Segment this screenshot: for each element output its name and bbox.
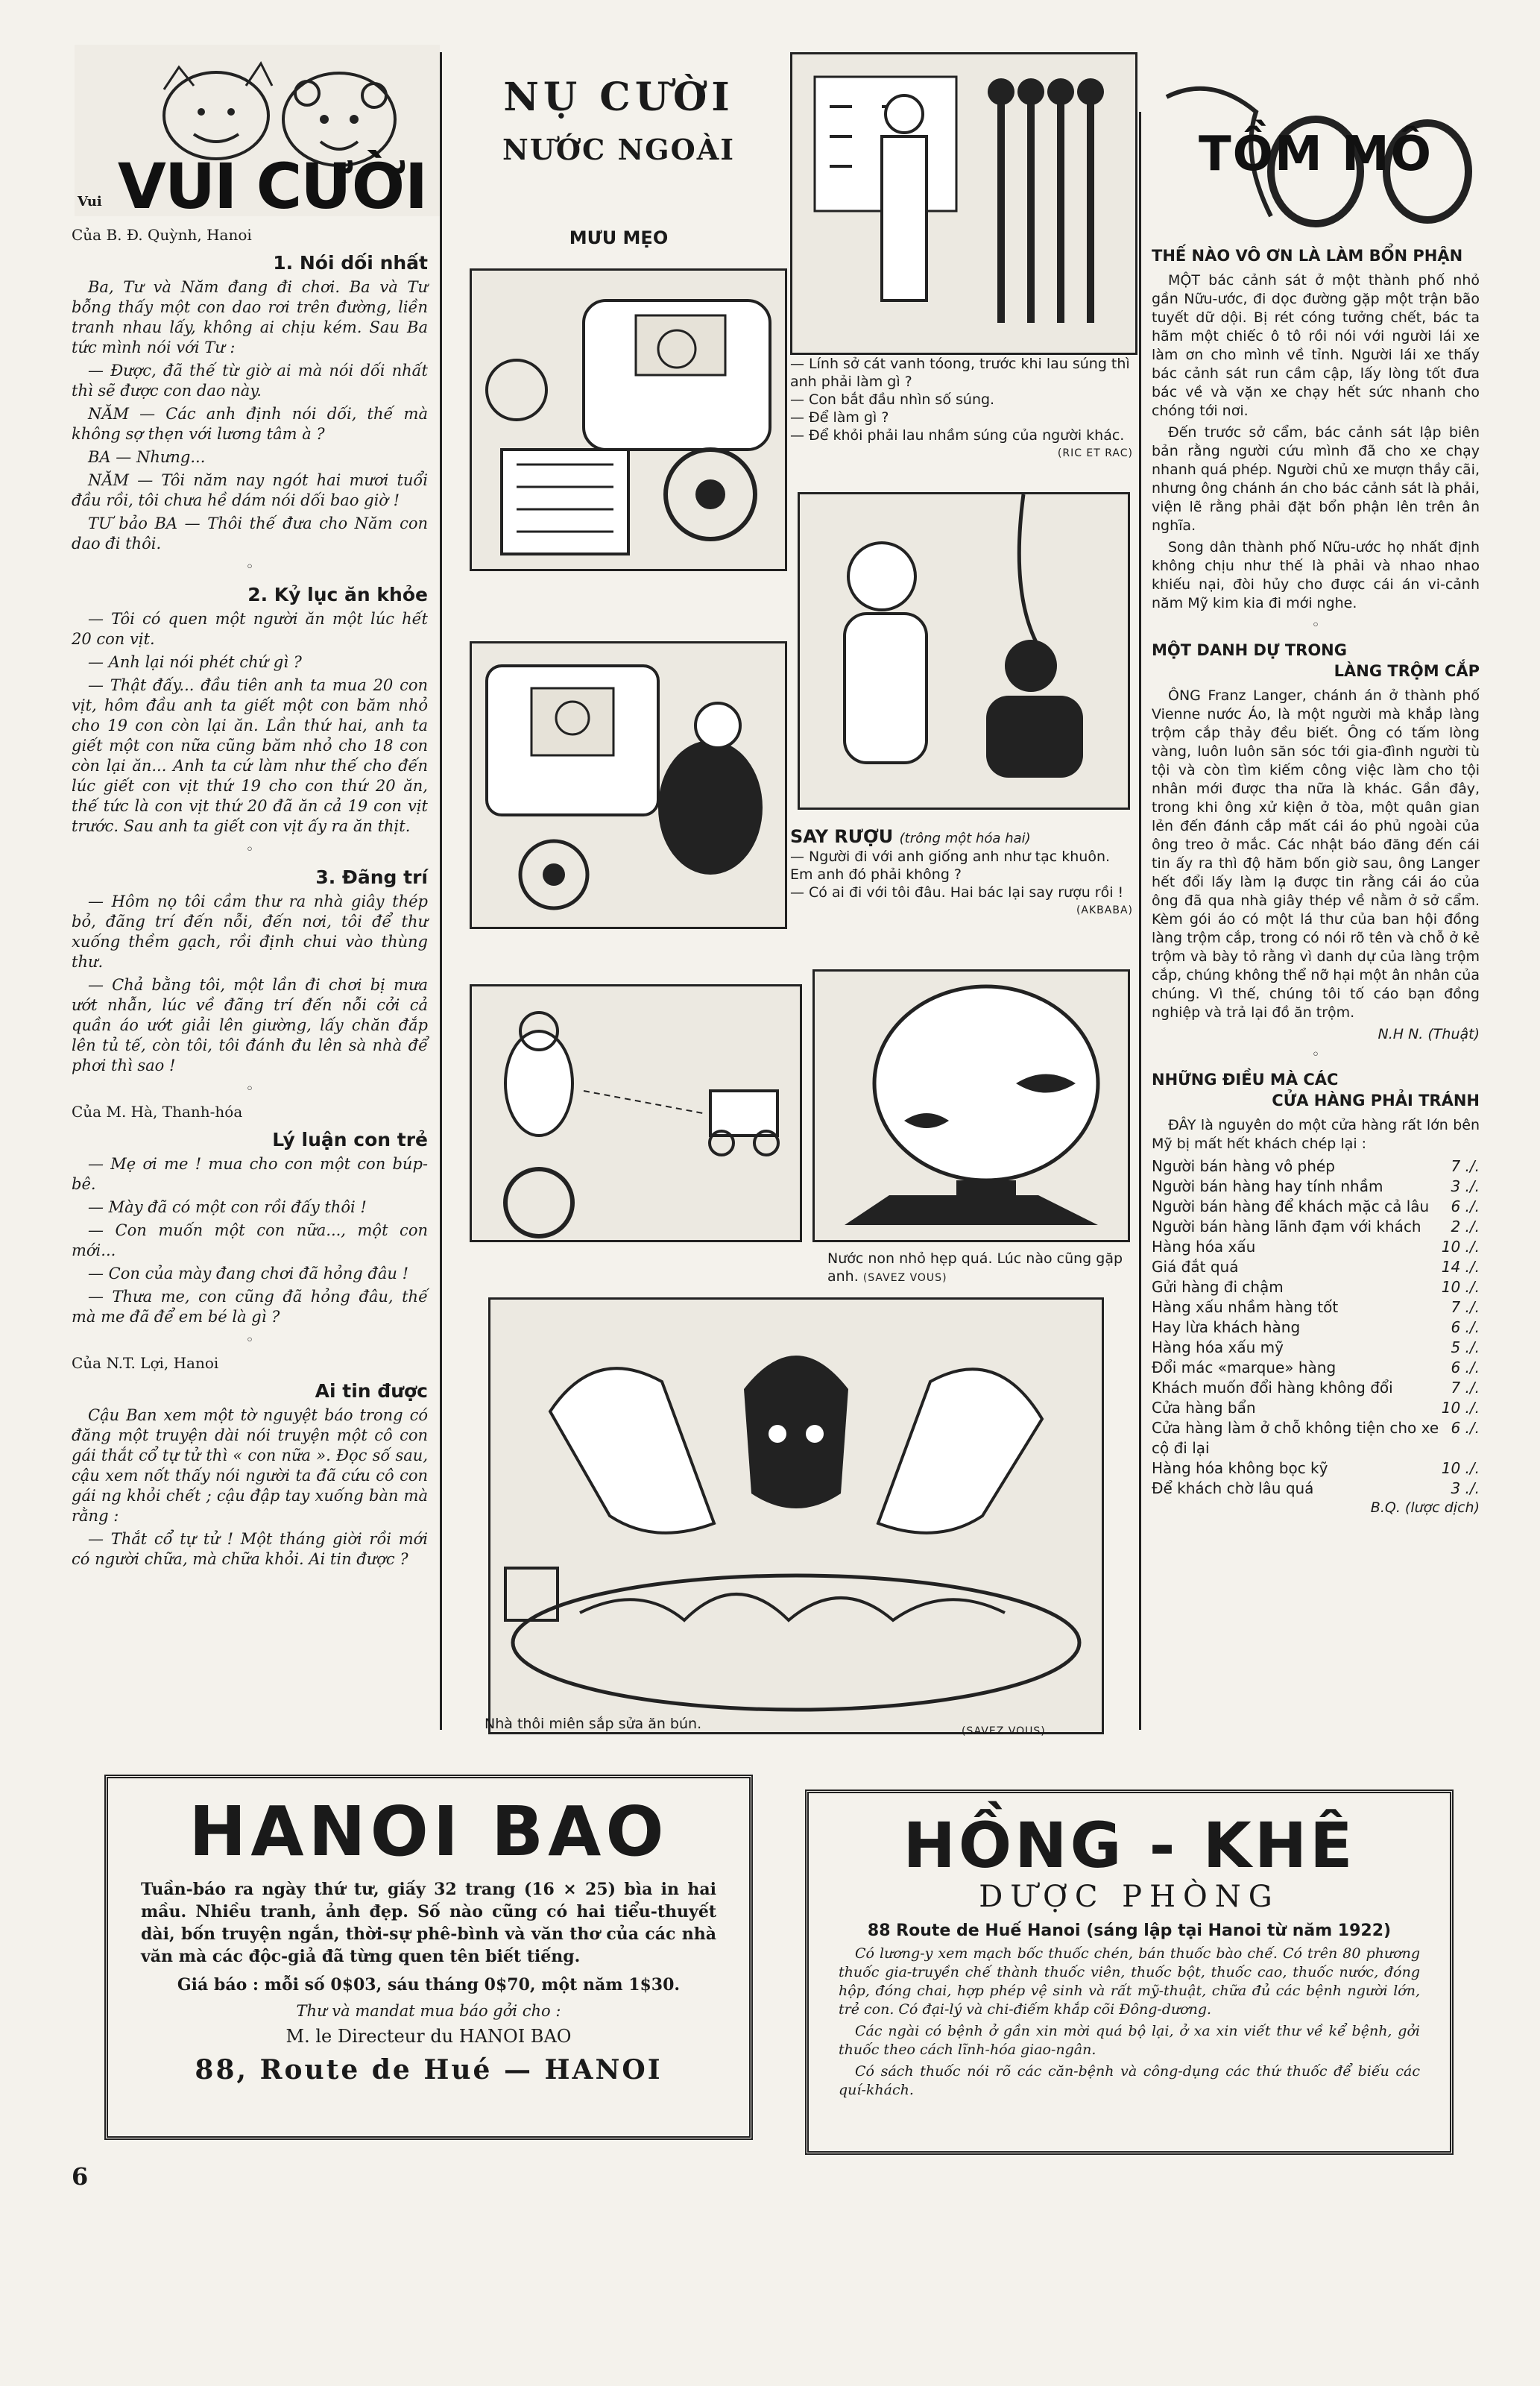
drunk-caption	[790, 828, 1133, 919]
reason-row	[1152, 1197, 1480, 1217]
reason-item: Giá đắt quá	[1152, 1258, 1239, 1276]
drunk-title: SAY RƯỢU	[790, 826, 894, 847]
ad-recipient: M. le Directeur du HANOI BAO	[285, 2026, 572, 2047]
caption-line: — Người đi với anh giống anh như tạc khuôn. Em anh đó phải không ?	[790, 849, 1111, 883]
ad-mail-note: Thư và mandat mua báo gởi cho :	[296, 2002, 561, 2020]
separator-ornament: ◦	[245, 1332, 254, 1348]
reason-item: Người bán hàng hay tính nhầm	[1152, 1177, 1383, 1195]
reason-percent: 10 ./.	[1441, 1459, 1480, 1477]
caption-source: (RIC ET RAC)	[1057, 447, 1133, 459]
caption-line: — Để làm gì ?	[790, 409, 889, 426]
article-title: NHỮNG ĐIỀU MÀ CÁC	[1152, 1071, 1339, 1089]
ad-address: 88 Route de Huế Hanoi (sáng lập tại Hanoi từ năm 1922)	[867, 1921, 1392, 1940]
reason-row	[1152, 1378, 1480, 1398]
reason-percent: 6 ./.	[1451, 1419, 1480, 1437]
paragraph: ÔNG Franz Langer, chánh án ở thành phố Vienne nước Áo, là một người mà khắp làng trộm cắp thảy đều biết. Ông có tấm lòng vàng, luôn luôn săn sóc tới gia-đình người tù tội và còn tìm kiếm công việc làm cho tội nhân mới được tha nữa là khác. Gần đây, trong khi ông xử kiện ở tòa, một quân gian lẻn đến đánh cắp mất cái áo phủ ngoài của ông treo ở mắc. Các nhật báo đăng đến cái tin ấy ra thì độ hăm bốn giờ sau, ông Langer hết đổi lấy làm lạ được tin rằng cái áo của ông đã qua nhà giây thép về nằm ở sở cẩm. Kèm gói áo có một lá thư của ban hội đồng làng trộm cắp, trong có nói rõ tên và chỗ ở kẻ trộm và bày tỏ rằng vì danh dự của làng trộm cắp, chúng không thể nỡ hại một ân nhân của chúng. Vì thế, chúng tôi tố cáo bạn đồng nghiệp và trả lại đồ ăn trộm.	[1152, 687, 1480, 1021]
reason-item: Người bán hàng lãnh đạm với khách	[1152, 1218, 1421, 1236]
reason-item: Hàng xấu nhầm hàng tốt	[1152, 1298, 1339, 1316]
ad-body: Tuần-báo ra ngày thứ tư, giấy 32 trang (16 × 25) bìa in hai mầu. Nhiều tranh, ảnh đẹp. Số nào cũng có hai tiểu-thuyết dài, bốn truyện ngắn, thời-sự phê-bình và văn thơ của các nhà văn mà các độc-giả đã từng quen tên biết tiếng.	[141, 1880, 716, 1966]
reason-item: Để khách chờ lâu quá	[1152, 1479, 1314, 1497]
section-title: 1. Nói dối nhất	[273, 252, 428, 274]
reason-row	[1152, 1177, 1480, 1197]
reason-item: Cửa hàng bẩn	[1152, 1399, 1256, 1417]
separator-ornament: ◦	[1311, 617, 1320, 633]
reason-item: Cửa hàng làm ở chỗ không tiện cho xe cộ đi lại	[1152, 1419, 1439, 1457]
fishbowl-caption	[827, 1250, 1126, 1287]
cartoon-fishbowl	[812, 969, 1130, 1242]
ad-paragraph: Có sách thuốc nói rõ các căn-bệnh và công-dụng các thứ thuốc để biếu các quí-khách.	[839, 2063, 1420, 2098]
ad-price: Giá báo : mỗi số 0$03, sáu tháng 0$70, một năm 1$30.	[177, 1975, 681, 1995]
paragraph: — Con muốn một con nữa..., một con mới...	[72, 1221, 428, 1259]
hypnotist-source: (SAVEZ VOUS)	[962, 1725, 1046, 1737]
paragraph: — Con của mày đang chơi đã hỏng đâu !	[88, 1265, 409, 1282]
reason-item: Hàng hóa không bọc kỹ	[1152, 1459, 1328, 1477]
cartoon-drunk	[798, 492, 1130, 810]
reason-percent: 3 ./.	[1451, 1479, 1480, 1497]
paragraph: Ba, Tư và Năm đang đi chơi. Ba và Tư bỗng thấy một con dao rơi trên đường, liền tranh nhau lấy, không ai chịu kém. Sau Ba tức mình nói với Tư :	[72, 278, 428, 356]
caption-source: (SAVEZ VOUS)	[862, 1272, 947, 1284]
paragraph: TƯ bảo BA — Thôi thế đưa cho Năm con dao đi thôi.	[72, 514, 428, 553]
reason-item: Người bán hàng vô phép	[1152, 1157, 1335, 1175]
paragraph: — Mẹ ơi me ! mua cho con một con búp-bê.	[72, 1155, 428, 1193]
paragraph: — Hôm nọ tôi cầm thư ra nhà giây thép bỏ, đãng trí đến nỗi, đến nơi, tôi để thư xuống thềm gạch, rồi định chui vào thùng thư.	[72, 893, 428, 971]
soldiers-caption	[790, 355, 1133, 462]
reason-row	[1152, 1358, 1480, 1378]
section-title: Lý luận con trẻ	[272, 1129, 428, 1150]
paragraph: Song dân thành phố Nữu-ước họ nhất định không chịu như thế là phải và nhao nhao khiếu nại, đòi hủy cho được cái án vi-cảnh năm Mỹ kim kia đi mới nghe.	[1152, 539, 1480, 611]
cartoon-car-mechanic	[470, 641, 787, 929]
paragraph: NĂM — Tôi năm nay ngót hai mươi tuổi đầu rồi, tôi chưa hề dám nói dối bao giờ !	[72, 471, 428, 509]
section-title: 3. Đãng trí	[315, 866, 428, 888]
reason-percent: 7 ./.	[1451, 1379, 1480, 1397]
reason-row	[1152, 1318, 1480, 1338]
tom-mo-title: TỒM MÔ	[1198, 127, 1433, 182]
reason-percent: 7 ./.	[1451, 1157, 1480, 1175]
paragraph: — Mày đã có một con rồi đấy thôi !	[88, 1198, 367, 1216]
reason-percent: 6 ./.	[1451, 1197, 1480, 1215]
article-title: MỘT DANH DỰ TRONG	[1152, 641, 1347, 659]
paragraph: NĂM — Các anh định nói dối, thế mà không sợ thẹn với lương tâm à ?	[72, 405, 428, 443]
separator-ornament: ◦	[245, 559, 254, 575]
hypnotist-caption: Nhà thôi miên sắp sửa ăn bún.	[485, 1716, 702, 1732]
reason-row	[1152, 1479, 1480, 1499]
reason-item: Gửi hàng đi chậm	[1152, 1278, 1284, 1296]
reason-item: Hay lừa khách hàng	[1152, 1318, 1301, 1336]
caption-line: — Lính sở cát vanh tóong, trước khi lau súng thì anh phải làm gì ?	[790, 356, 1130, 390]
article-signature: B.Q. (lược dịch)	[1370, 1499, 1480, 1516]
reason-percent: 14 ./.	[1441, 1258, 1480, 1276]
nu-cuoi-title: NỤ CƯỜI	[503, 75, 734, 120]
vui-cuoi-masthead	[75, 45, 440, 223]
reason-percent: 3 ./.	[1451, 1177, 1480, 1195]
caption-line: — Có ai đi với tôi đâu. Hai bác lại say rượu rồi !	[790, 884, 1124, 901]
byline: Của B. Đ. Quỳnh, Hanoi	[72, 226, 252, 244]
paragraph: — Chả bằng tôi, một lần đi chơi bị mưa ướt nhẫn, lúc về đãng trí đến nỗi cởi cả quần áo ướt giải lên giường, lấy chăn đắp lên tủ tế, còn tôi, tôi đánh đu lên sà nhà để phơi thì sao !	[72, 976, 428, 1074]
reason-item: Đổi mác «marque» hàng	[1152, 1359, 1337, 1376]
separator-ornament: ◦	[1311, 1047, 1320, 1063]
reason-row	[1152, 1458, 1480, 1479]
reason-percent: 6 ./.	[1451, 1359, 1480, 1376]
reason-row	[1152, 1257, 1480, 1277]
paragraph: Đến trước sở cẩm, bác cảnh sát lập biên bản rằng người cứu mình đã cho xe chạy nhanh quá phép. Người chủ xe mượn thầy cãi, nhưng ông chánh án cho bác cảnh sát là phải, viện lẽ rằng phải đặt bổn phận lên trên ân nghĩa.	[1152, 424, 1480, 534]
cartoon-hypnotist	[488, 1297, 1104, 1734]
article-signature: N.H N. (Thuật)	[1378, 1026, 1480, 1042]
byline: Của N.T. Lợi, Hanoi	[72, 1354, 219, 1372]
reason-percent: 2 ./.	[1451, 1218, 1480, 1236]
masthead-title: VUI CƯỜI	[117, 150, 427, 223]
ad-hanoi-bao	[104, 1775, 753, 2140]
ad-title: HỒNG - KHÊ	[903, 1809, 1356, 1882]
paragraph: — Tôi có quen một người ăn một lúc hết 20 con vịt.	[72, 610, 428, 648]
reason-percent: 10 ./.	[1441, 1238, 1480, 1256]
page-number: 6	[72, 2162, 89, 2191]
byline: Của M. Hà, Thanh-hóa	[72, 1103, 243, 1121]
reasons-list	[1152, 1156, 1480, 1499]
reason-row	[1152, 1156, 1480, 1177]
column-divider	[1139, 112, 1141, 1730]
tom-mo-masthead	[1152, 67, 1480, 231]
column-tom-mo	[1152, 240, 1480, 1517]
caption-line: — Để khỏi phải lau nhầm súng của người khác.	[790, 427, 1125, 444]
reason-percent: 6 ./.	[1451, 1318, 1480, 1336]
cartoon-car-window	[470, 268, 787, 571]
reason-item: Hàng hóa xấu	[1152, 1238, 1256, 1256]
ad-hong-khe	[805, 1790, 1454, 2155]
masthead-small: Vui	[78, 194, 102, 210]
reason-item: Người bán hàng để khách mặc cả lâu	[1152, 1197, 1430, 1215]
reason-percent: 10 ./.	[1441, 1399, 1480, 1417]
reason-percent: 10 ./.	[1441, 1278, 1480, 1296]
reason-row	[1152, 1418, 1480, 1458]
separator-ornament: ◦	[245, 842, 254, 857]
drunk-note: (trông một hóa hai)	[899, 831, 1031, 846]
paragraph: — Thắt cổ tự tử ! Một tháng giời rồi mới có người chữa, mà chữa khỏi. Ai tin được ?	[72, 1530, 428, 1568]
paragraph: MỘT bác cảnh sát ở một thành phố nhỏ gần Nữu-ước, đi dọc đường gặp một trận bão tuyết dữ dội. Bị rét cóng tưởng chết, bác ta hãm một chiếc ô tô rồi nói với người lái xe làm ơn cho mình về tỉnh. Người lái xe thấy bác cảnh sát run cầm cập, lấy lòng tốt đưa bác về và vặn xe chạy hết sức nhanh cho chóng tới nơi.	[1152, 272, 1480, 419]
caption-line: — Con bắt đầu nhìn số súng.	[790, 391, 995, 408]
paragraph: — Được, đã thế từ giờ ai mà nói dối nhất thì sẽ được con dao này.	[72, 362, 428, 400]
paragraph: BA — Nhưng...	[88, 448, 206, 466]
reason-row	[1152, 1398, 1480, 1418]
article-title-2: LÀNG TRỘM CẮP	[1334, 662, 1480, 680]
reason-item: Khách muốn đổi hàng không đổi	[1152, 1379, 1393, 1397]
reason-row	[1152, 1217, 1480, 1237]
ad-title: HANOI BAO	[189, 1792, 669, 1872]
cartoon-soldiers	[790, 52, 1137, 355]
nu-cuoi-subtitle: NƯỚC NGOÀI	[502, 133, 735, 166]
reason-row	[1152, 1237, 1480, 1257]
paragraph: — Thật đấy... đầu tiên anh ta mua 20 con vịt, hôm đầu anh ta giết một con băm nhỏ cho 19 con còn lại ăn. Lần thứ hai, anh ta giết một con nữa cũng băm nhỏ cho 18 con còn lại ăn... Anh ta cứ làm như thế cho đến lúc giết con vịt thứ 19 cho con thứ 20 ăn, thế tức là con vịt thứ 20 đã ăn cả 19 con vịt trước. Sau anh ta giết con vịt ấy ra ăn thịt.	[72, 676, 428, 835]
reason-row	[1152, 1277, 1480, 1297]
separator-ornament: ◦	[245, 1081, 254, 1097]
paragraph: — Anh lại nói phét chứ gì ?	[88, 653, 302, 671]
ad-subtitle: DƯỢC PHÒNG	[979, 1880, 1280, 1914]
column-divider	[440, 52, 442, 1730]
paragraph: ĐÂY là nguyên do một cửa hàng rất lớn bên Mỹ bị mất hết khách chép lại :	[1152, 1117, 1480, 1152]
reason-row	[1152, 1338, 1480, 1358]
muu-meo-heading: MƯU MẸO	[569, 227, 669, 248]
paragraph: — Thưa me, con cũng đã hỏng đâu, thế mà me đã để em bé là gì ?	[72, 1288, 428, 1326]
caption-source: (AKBABA)	[1076, 904, 1133, 916]
paragraph: Cậu Ban xem một tờ nguyệt báo trong có đăng một truyện dài nói truyện một cô con gái thắt cổ tự tử thì « con nữa ». Đọc số sau, cậu xem nốt thấy nói người ta đã cứu cô con gái ng khỏi chết ; cậu đập tay xuống bàn mà rằng :	[72, 1406, 428, 1525]
ad-address: 88, Route de Hué — HANOI	[195, 2054, 663, 2086]
caption-line: Nước non nhỏ hẹp quá. Lúc nào cũng gặp anh.	[827, 1250, 1123, 1285]
ad-paragraph: Có lương-y xem mạch bốc thuốc chén, bán thuốc bào chế. Có trên 80 phương thuốc gia-truyền chế thành thuốc viên, thuốc bột, thuốc cao, thuốc nước, đóng hộp, đóng chai, hợp phép vệ sinh và rất mỹ-thuật, chữa đủ các bệnh người lớn, trẻ con. Có đại-lý và chi-điếm khắp cõi Đông-dương.	[839, 1945, 1420, 2018]
reason-row	[1152, 1297, 1480, 1318]
article-title: THẾ NÀO VÔ ƠN LÀ LÀM BỔN PHẬN	[1152, 247, 1463, 265]
column-vui-cuoi	[72, 222, 428, 1573]
article-title-2: CỬA HÀNG PHẢI TRÁNH	[1272, 1092, 1480, 1109]
section-title: 2. Kỷ lục ăn khỏe	[247, 584, 428, 605]
cartoon-runaway-car	[470, 984, 802, 1242]
reason-percent: 7 ./.	[1451, 1298, 1480, 1316]
ad-paragraph: Các ngài có bệnh ở gần xin mời quá bộ lại, ở xa xin viết thư về kể bệnh, gởi thuốc theo cách lĩnh-hóa giao-ngân.	[839, 2023, 1420, 2058]
reason-item: Hàng hóa xấu mỹ	[1152, 1338, 1284, 1356]
section-title: Ai tin được	[315, 1380, 428, 1402]
reason-percent: 5 ./.	[1451, 1338, 1480, 1356]
